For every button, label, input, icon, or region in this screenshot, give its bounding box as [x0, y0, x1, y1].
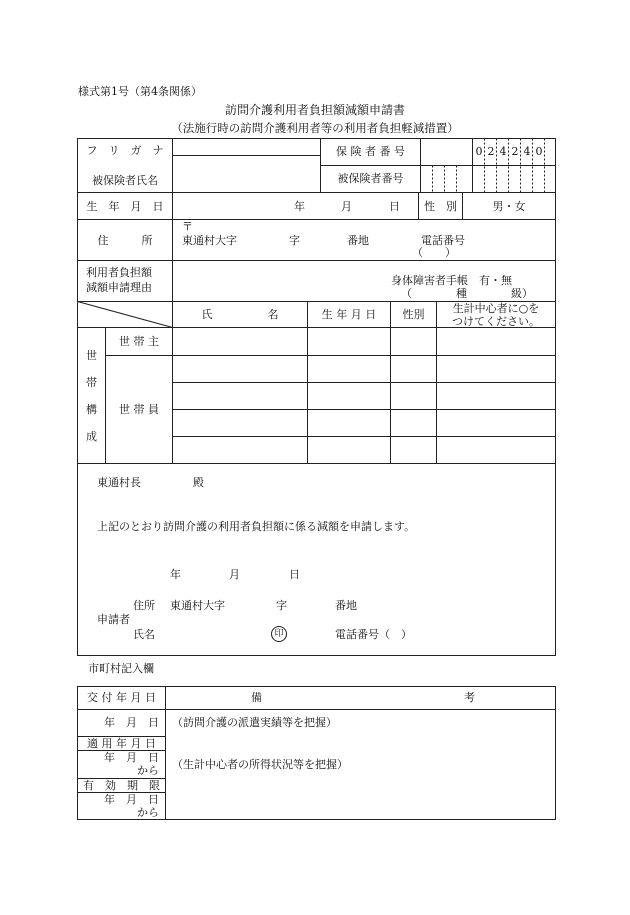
remarks-label-1: 備 [251, 691, 262, 704]
valid-ymd: 年 月 日 [104, 793, 159, 806]
household-section-char: 構 [86, 403, 97, 416]
postal-mark: 〒 [182, 220, 193, 233]
apply-ymd: 年 月 日 [104, 751, 159, 764]
applicant-village: 東通村大字 [170, 599, 225, 612]
applicant-banchi: 番地 [335, 599, 357, 612]
disability-line2: （ 種 級） [401, 287, 533, 300]
insurer-number-label: 保 険 者 番 号 [336, 145, 405, 158]
date-year: 年 [170, 568, 181, 581]
insurer-digit: 2 [511, 145, 519, 158]
insurer-digit: 0 [475, 145, 483, 158]
household-section-char: 帯 [86, 376, 97, 389]
address-village: 東通村大字 [182, 234, 237, 247]
insurer-digit: 4 [499, 145, 507, 158]
form-subtitle: （法施行時の訪問介護利用者等の利用者負担軽減措置） [171, 121, 459, 135]
honorific: 殿 [193, 476, 204, 489]
applicant-label: 申請者 [97, 613, 130, 626]
municipal-heading: 市町村記入欄 [88, 662, 154, 675]
household-header-birth: 生 年 月 日 [321, 308, 377, 321]
household-header-name: 氏 名 [201, 308, 279, 321]
birthdate-month: 月 [341, 200, 352, 213]
household-section-char: 成 [86, 430, 97, 443]
household-header-note-2: つけてください。 [452, 315, 540, 328]
issue-date-label: 交 付 年 月 日 [87, 691, 156, 704]
birthdate-day: 日 [389, 200, 400, 213]
address-label: 住 所 [97, 234, 153, 247]
reason-label-line2: 減額申請理由 [86, 281, 152, 294]
address-aza: 字 [289, 234, 300, 247]
furigana-label: フ リ ガ ナ [86, 144, 164, 157]
valid-period-label: 有 効 期 限 [83, 779, 160, 792]
applicant-name-label: 氏名 [133, 628, 155, 641]
form-number: 様式第1号（第4条関係） [78, 85, 202, 98]
phone-parens: （ ） [412, 246, 456, 259]
insurer-digit: 0 [535, 145, 543, 158]
addressee: 東通村長 [97, 476, 141, 489]
insured-name-label: 被保険者氏名 [92, 174, 158, 187]
insurer-digit: 4 [523, 145, 531, 158]
apply-date-label: 適 用 年 月 日 [87, 737, 156, 750]
birthdate-year: 年 [294, 200, 305, 213]
remark-note-1: （訪問介護の派遣実績等を把握） [172, 716, 337, 729]
insured-number-label: 被保険者番号 [337, 172, 404, 185]
sex-options: 男・女 [492, 200, 526, 213]
applicant-address-label: 住所 [133, 599, 155, 612]
form-title: 訪問介護利用者負担額減額申請書 [224, 103, 405, 117]
household-header-note-1: 生計中心者に○を [452, 302, 540, 315]
birthdate-label: 生 年 月 日 [86, 200, 164, 213]
date-month: 月 [229, 568, 240, 581]
address-banchi: 番地 [347, 234, 369, 247]
household-header-sex: 性別 [402, 308, 425, 321]
household-head-label: 世 帯 主 [119, 335, 159, 348]
insurer-digit: 2 [487, 145, 495, 158]
phone-label: 電話番号 [421, 234, 465, 247]
household-section-char: 世 [86, 349, 97, 362]
reason-label-line1: 利用者負担額 [86, 266, 152, 279]
sex-label: 性 別 [424, 200, 457, 213]
disability-line1: 身体障害者手帳 有・無 [391, 274, 512, 287]
household-member-label: 世 帯 員 [119, 403, 159, 416]
application-statement: 上記のとおり訪問介護の利用者負担額に係る減額を申請します。 [97, 520, 416, 533]
remark-note-2: （生計中心者の所得状況等を把握） [172, 758, 348, 771]
apply-from: から [137, 764, 159, 777]
valid-from: から [137, 806, 159, 819]
seal-mark: 印 [271, 626, 287, 642]
remarks-label-2: 考 [464, 691, 475, 704]
date-day: 日 [289, 568, 300, 581]
applicant-phone-label: 電話番号（ ） [335, 628, 412, 641]
applicant-aza: 字 [276, 599, 287, 612]
issue-ymd: 年 月 日 [104, 716, 159, 729]
